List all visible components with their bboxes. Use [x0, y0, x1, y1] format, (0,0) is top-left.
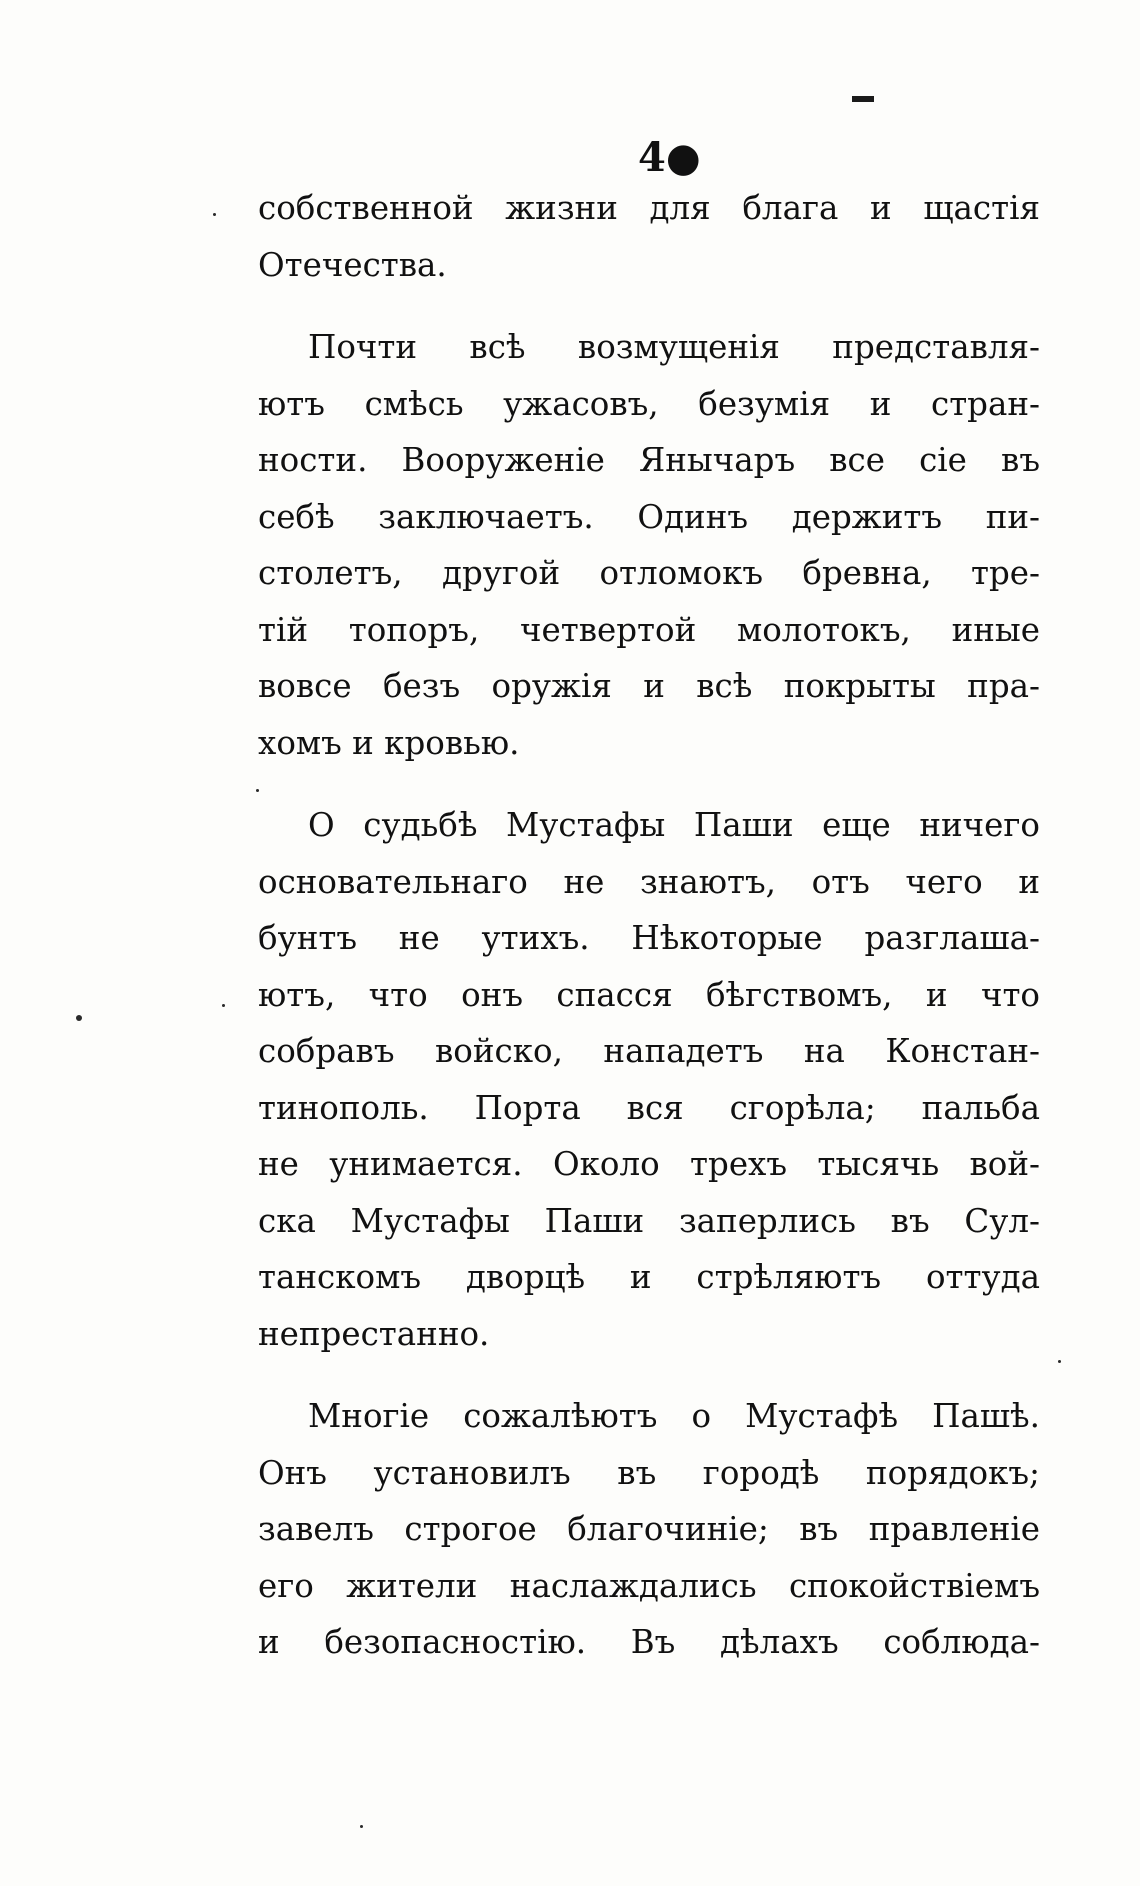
text-line: тинополь. Порта вся сгорѣла; пальба	[258, 1088, 1040, 1127]
text-line: ютъ смѣсь ужасовъ, безумія и стран-	[258, 384, 1040, 423]
text-line: танскомъ дворцѣ и стрѣляютъ оттуда	[258, 1258, 1040, 1296]
paragraph	[258, 180, 1040, 293]
text-line: вовсе безъ оружія и всѣ покрыты пра-	[258, 667, 1040, 705]
text-line: тій топоръ, четвертой молотокъ, иные	[258, 610, 1040, 649]
text-line: его жители наслаждались спокойствіемъ	[258, 1566, 1040, 1605]
text-line: Почти всѣ возмущенія представля-	[308, 328, 1040, 366]
text-line: собственной жизни для блага и щастія	[258, 189, 1040, 227]
text-line: Отечества.	[258, 245, 447, 284]
text-line: и безопасностію. Въ дѣлахъ соблюда-	[258, 1623, 1040, 1661]
ink-speck	[360, 1825, 363, 1828]
text-line: непрестанно.	[258, 1314, 490, 1353]
ink-speck	[222, 1004, 225, 1007]
text-line: ска Мустафы Паши заперлись въ Сул-	[258, 1201, 1040, 1240]
body-text	[258, 180, 1040, 1671]
ink-speck	[213, 213, 216, 216]
text-line: не унимается. Около трехъ тысячь вой-	[258, 1145, 1040, 1183]
text-line: О судьбѣ Мустафы Паши еще ничего	[308, 806, 1040, 844]
text-line: ютъ, что онъ спасся бѣгствомъ, и что	[258, 975, 1040, 1014]
text-line: себѣ заключаетъ. Одинъ держитъ пи-	[258, 497, 1040, 536]
page-number: 4●	[638, 134, 701, 181]
text-line: хомъ и кровью.	[258, 723, 520, 762]
text-line: Многіе сожалѣютъ о Мустафѣ Пашѣ.	[308, 1397, 1040, 1435]
text-line: ности. Вооруженіе Янычаръ все сіе въ	[258, 441, 1040, 479]
ink-speck	[76, 1015, 82, 1021]
text-line: собравъ войско, нападетъ на Констан-	[258, 1032, 1040, 1070]
paragraph	[258, 1388, 1040, 1671]
paragraph	[258, 319, 1040, 771]
ink-speck	[1058, 1360, 1061, 1363]
text-line: столетъ, другой отломокъ бревна, тре-	[258, 554, 1040, 592]
text-line: бунтъ не утихъ. Нѣкоторые разглаша-	[258, 919, 1040, 957]
paragraph	[258, 797, 1040, 1362]
text-line: Онъ установилъ въ городѣ порядокъ;	[258, 1453, 1040, 1492]
ink-mark	[852, 96, 874, 102]
text-line: основательнаго не знаютъ, отъ чего и	[258, 862, 1040, 901]
text-line: завелъ строгое благочиніе; въ правленіе	[258, 1510, 1040, 1548]
